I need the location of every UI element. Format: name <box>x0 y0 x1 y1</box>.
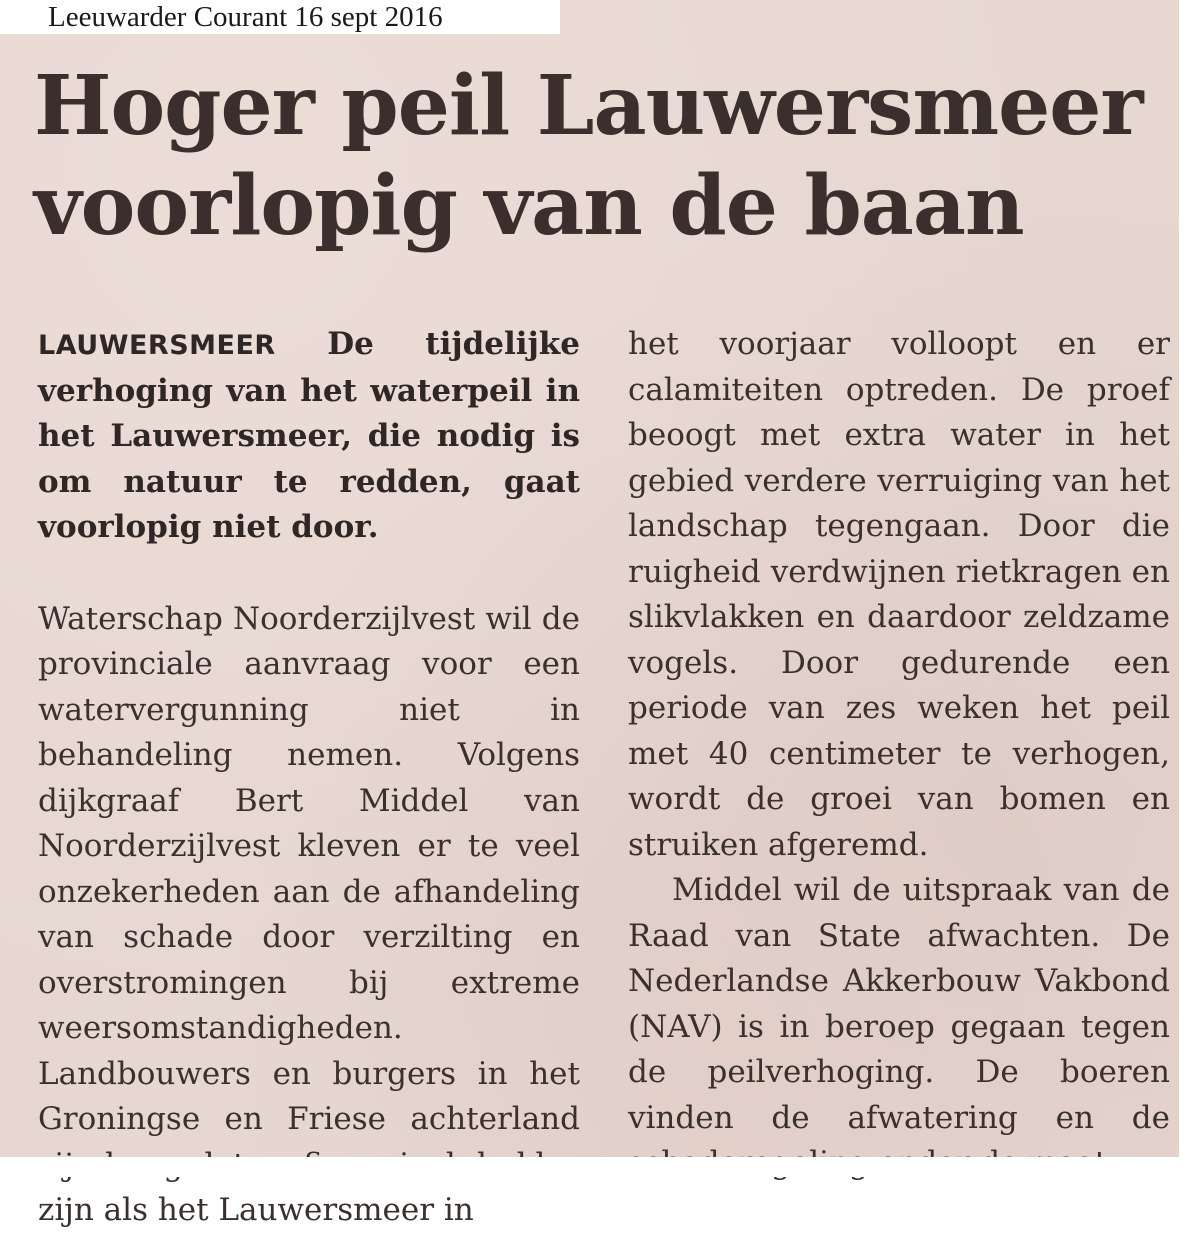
article-lead <box>38 322 580 551</box>
scan-border-right <box>1179 0 1193 1177</box>
article-paragraph: Middel wil de uitspraak van de Raad van State afwachten. De Nederlandse Akkerbouw Vakbond (NAV) is in beroep gegaan tegen de peilverhoging. De boeren vinden de afwatering en de <box>628 872 1170 1136</box>
lead-text: De tijdelijke verhoging van het waterpeil in het Lauwersmeer, die nodig is om natuur te redden, gaat voorlopig niet door. <box>38 326 580 545</box>
headline-line-2: voorlopig van de baan <box>34 158 1024 254</box>
article-paragraph: Waterschap Noorderzijlvest wil de provinciale aanvraag voor een watervergunning niet in behandeling nemen. Volgens dijkgraaf Bert Middel van Noorderzijlvest kleven er te veel onzekerheden aan de afhandeling van schade door verzilting en overstromingen bij extreme weersomstandigheden. Landbouwers en burgers in het Groningse en Friese achterland zijn als het Lauwersmeer in <box>38 600 580 1228</box>
headline <box>34 56 1174 256</box>
article-column-right <box>628 322 1170 1187</box>
scan-border-bottom <box>0 1157 1193 1177</box>
article-column-left <box>38 322 580 1234</box>
article-paragraph-continued: het voorjaar volloopt en er calamiteiten optreden. De proef beoogt met extra water in het gebied verdere verruiging van het landschap tegengaan. Door die ruigheid verdwijnen rietkragen en slikvlakken en daardoor zeldzame vogels. Door gedurende een periode van zes weken het peil met 40 centimeter te verhogen, wordt de groei van bomen en struiken afgeremd. <box>628 326 1170 863</box>
dateline: LAUWERSMEER <box>38 330 276 361</box>
source-label: Leeuwarder Courant 16 sept 2016 <box>0 0 560 34</box>
headline-line-1: Hoger peil Lauwersmeer <box>34 58 1143 154</box>
